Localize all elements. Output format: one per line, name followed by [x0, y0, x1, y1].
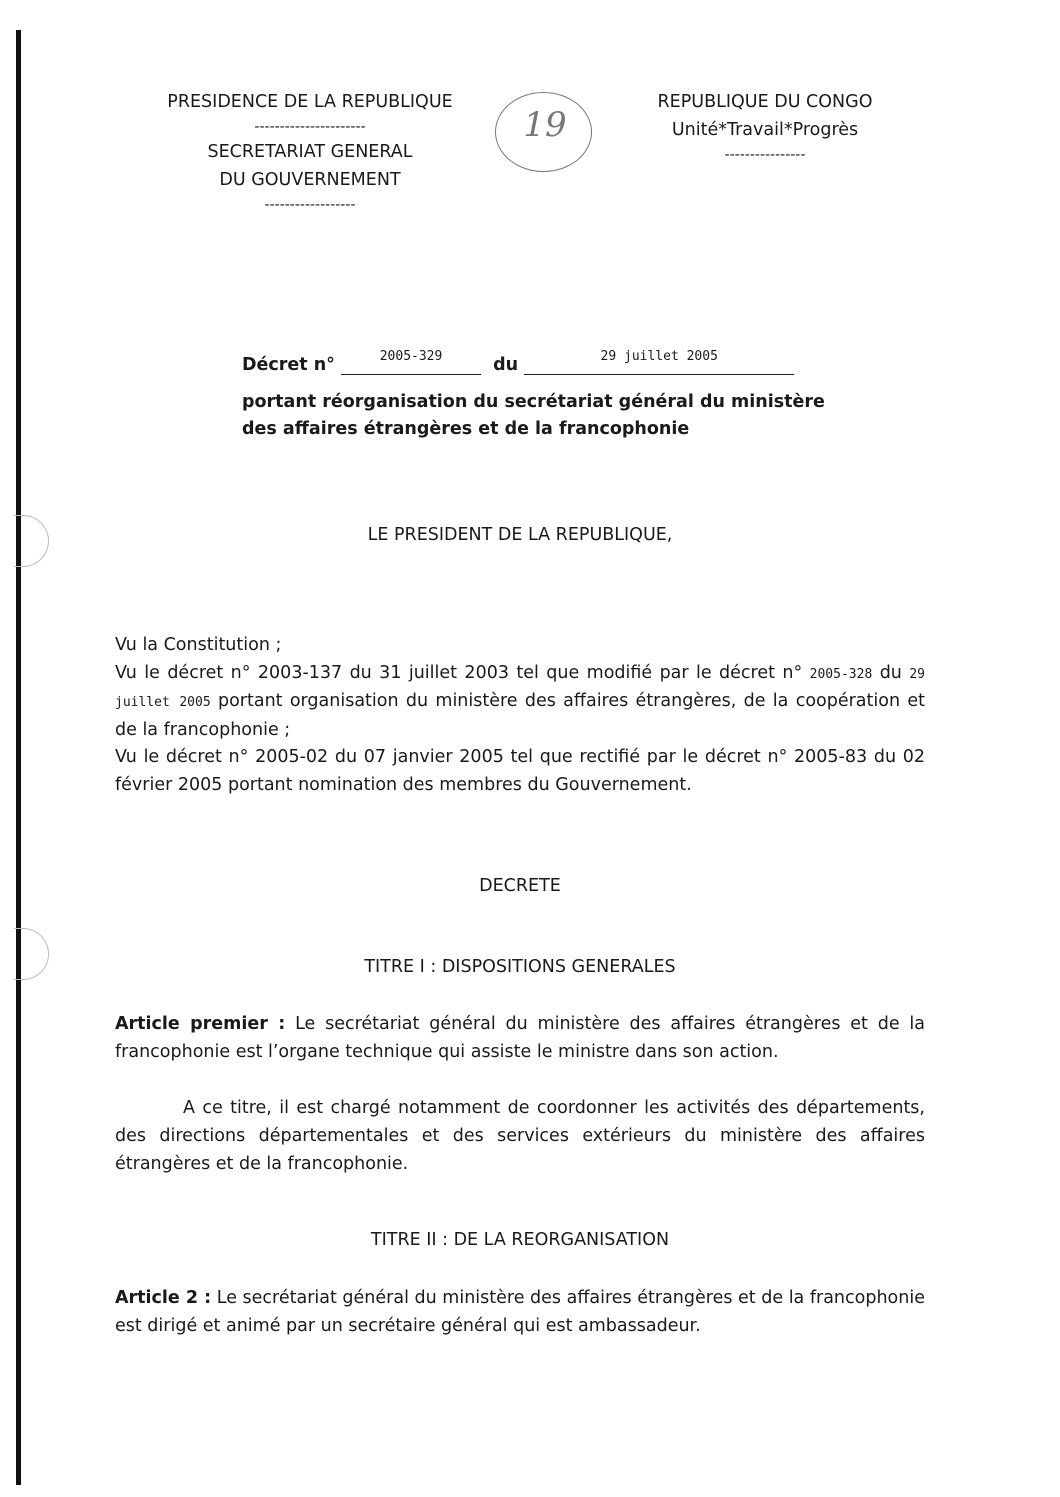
decree-du: du — [493, 355, 519, 375]
decree-date-field — [524, 349, 794, 375]
decree-date: 29 juillet 2005 — [600, 349, 718, 364]
republic-title: REPUBLIQUE DU CONGO — [657, 92, 873, 112]
visa-decree-date: 29 juillet 2005 — [115, 666, 925, 710]
visa-decree-number: 2005-328 — [809, 666, 873, 682]
visas-block — [115, 632, 925, 799]
article-premier-paragraph-2: A ce titre, il est chargé notamment de coordonner les activités des départements, des directions départementales et des services extérieurs du ministère des affaires étrangères et de la francophonie. — [115, 1098, 925, 1174]
article-2 — [115, 1284, 925, 1340]
header-separator: ---------------------- — [254, 119, 366, 135]
decree-label: Décret n° — [242, 355, 335, 375]
visa-decree-2005: Vu le décret n° 2005-02 du 07 janvier 2005 tel que rectifié par le décret n° 2005-83 du 02 février 2005 portant nomination des membres du Gouvernement. — [115, 747, 925, 795]
header-separator: ------------------ — [264, 197, 356, 213]
visa-constitution: Vu la Constitution ; — [115, 635, 282, 655]
decrete-heading: DECRETE — [479, 876, 561, 896]
titre-1-heading: TITRE I : DISPOSITIONS GENERALES — [364, 957, 676, 977]
decree-subtitle-line: portant réorganisation du secrétariat général du ministère — [242, 392, 825, 412]
decree-subtitle-line: des affaires étrangères et de la francophonie — [242, 419, 690, 439]
article-text: Le secrétariat général du ministère des affaires étrangères et de la francophonie est dirigé et animé par un secrétaire général qui est ambassadeur. — [115, 1288, 925, 1336]
visa-text: portant organisation du ministère des affaires étrangères, de la coopération et de la francophonie ; — [115, 691, 925, 740]
article-label: Article premier : — [115, 1014, 286, 1034]
stamp-number: 19 — [523, 105, 567, 145]
national-motto: Unité*Travail*Progrès — [671, 120, 859, 140]
punch-hole-mark — [14, 515, 49, 567]
visa-decree-2003 — [115, 660, 925, 745]
binding-edge — [16, 30, 21, 1485]
gouvernement-title: DU GOUVERNEMENT — [219, 170, 401, 190]
visa-du: du — [879, 662, 902, 683]
titre-2-heading: TITRE II : DE LA REORGANISATION — [370, 1230, 670, 1250]
header-left — [130, 88, 490, 216]
header-right — [620, 88, 910, 166]
punch-hole-mark — [14, 928, 49, 980]
decree-subtitle — [242, 389, 825, 443]
article-label: Article 2 : — [115, 1288, 212, 1308]
decree-heading — [242, 349, 794, 375]
article-text: Le secrétariat général du ministère des affaires étrangères et de la francophonie est l’organe technique qui assiste le ministre dans son action. — [115, 1014, 925, 1062]
presidence-title: PRESIDENCE DE LA REPUBLIQUE — [167, 92, 453, 112]
president-heading: LE PRESIDENT DE LA REPUBLIQUE, — [367, 525, 673, 545]
visa-text: Vu le décret n° 2003-137 du 31 juillet 2003 tel que modifié par le décret n° — [115, 662, 803, 683]
decree-number-field — [341, 349, 481, 375]
decree-number: 2005-329 — [379, 349, 443, 364]
header-separator: ---------------- — [724, 147, 806, 163]
secretariat-title: SECRETARIAT GENERAL — [207, 142, 413, 162]
article-premier — [115, 1010, 925, 1066]
